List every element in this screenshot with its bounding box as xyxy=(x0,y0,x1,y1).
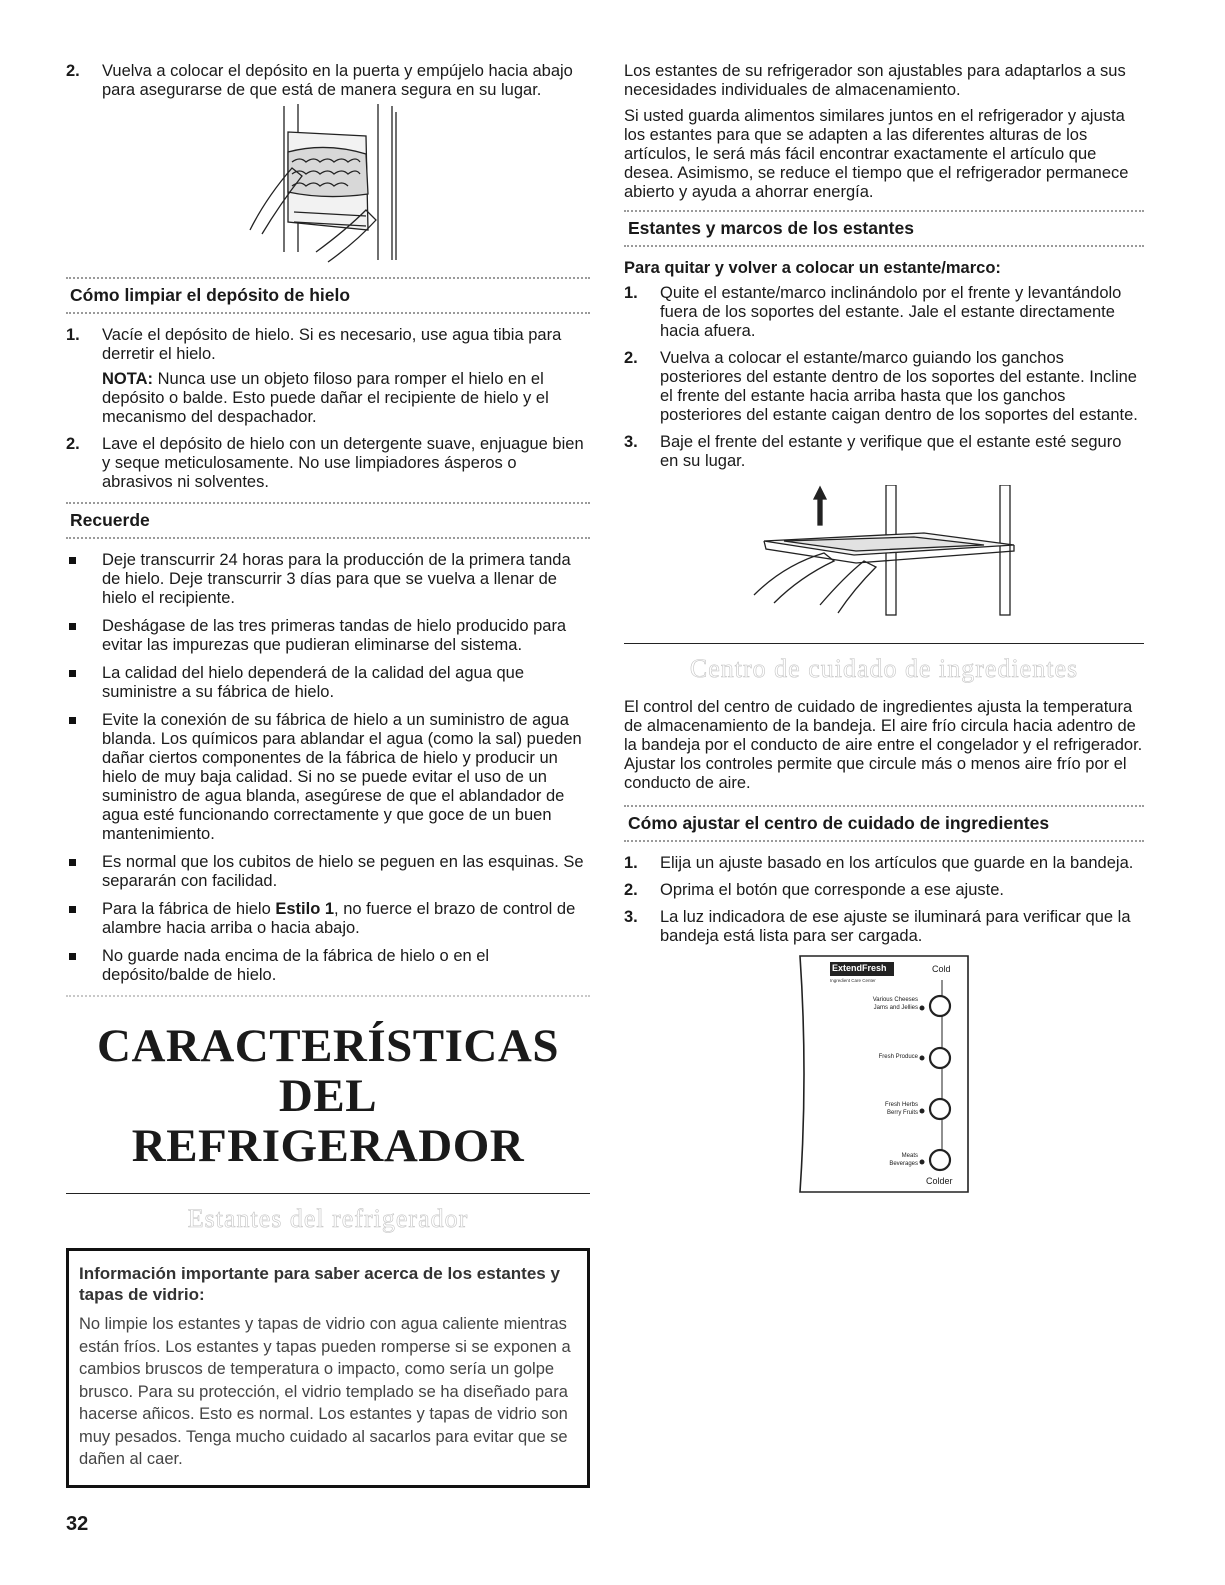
bullet-item: Deshágase de las tres primeras tandas de hielo producido para evitar las impurezas que pudieran eliminarse del sistema. xyxy=(66,617,590,655)
clean-step-2 xyxy=(66,435,590,492)
section-heading: Recuerde xyxy=(70,510,150,530)
panel-brand: ExtendFresh xyxy=(832,963,887,973)
option-label: Fresh Produce xyxy=(878,1054,918,1060)
shelf-step-3: 3. Baje el frente del estante y verifique que el estante esté seguro en su lugar. xyxy=(624,433,1122,470)
warning-heading: Información importante para saber acerca de los estantes y tapas de vidrio: xyxy=(79,1264,560,1304)
bullet-item: Para la fábrica de hielo Estilo 1, no fuerce el brazo de control de alambre hacia arriba o hacia abajo. xyxy=(66,900,590,938)
section-title: Estantes del refrigerador xyxy=(187,1204,469,1233)
option-label: Various Cheeses Jams and Jellies xyxy=(872,997,918,1011)
section-heading: Estantes y marcos de los estantes xyxy=(628,218,914,238)
intro-paragraph: Si usted guarda alimentos similares juntos en el refrigerador y ajusta los estantes para que se adapten a las diferentes alturas de los artículos, le será más fácil encontrar exactamente el artículo que desea. Asimismo, se reduce el tiempo que el refrigerador permanece abierto y ayuda a ahorrar energía. xyxy=(624,107,1129,201)
step-number: 2. xyxy=(66,435,80,453)
section-heading: Cómo ajustar el centro de cuidado de ingredientes xyxy=(628,813,1050,833)
bullet-item: Deje transcurrir 24 horas para la producción de la primera tanda de hielo. Deje transcurrir 3 días para que se vuelva a llenar de hielo el recipiente. xyxy=(66,551,590,608)
bullet-item: La calidad del hielo dependerá de la calidad del agua que suministre a su fábrica de hielo. xyxy=(66,664,590,702)
adjust-step-1: 1. Elija un ajuste basado en los artículos que guarde en la bandeja. xyxy=(624,854,1134,872)
bullet-icon xyxy=(66,947,102,985)
left-column xyxy=(66,62,590,1488)
ice-bin-illustration xyxy=(66,102,590,267)
subheading: Para quitar y volver a colocar un estante/marco: xyxy=(624,259,1001,277)
shelf-step-1: 1. Quite el estante/marco inclinándolo por el frente y levantándolo fuera de los soportes del estante. Jale el estante directamente hacia afuera. xyxy=(624,284,1122,340)
divider xyxy=(624,643,1144,644)
note-text: Nunca use un objeto filoso para romper el hielo en el depósito o balde. Esto puede dañar el recipiente de hielo y el mecanismo del despachador. xyxy=(102,370,549,426)
step-text: Lave el depósito de hielo con un detergente suave, enjuague bien y seque meticulosamente. No use limpiadores ásperos o abrasivos ni solventes. xyxy=(102,435,584,491)
bullet-icon xyxy=(66,617,102,655)
warning-box xyxy=(66,1248,590,1488)
step-number: 2. xyxy=(66,62,80,80)
bullet-icon xyxy=(66,853,102,891)
option-label: Fresh Herbs Berry Fruits xyxy=(884,1102,918,1116)
remember-heading-bar xyxy=(66,502,590,539)
adjust-heading-bar xyxy=(624,805,1144,842)
clean-heading-bar xyxy=(66,277,590,314)
shelf-step-2: 2. Vuelva a colocar el estante/marco guiando los ganchos posteriores del estante dentro de los soportes del estante. Incline el frente del estante hacia arriba hasta que los ganchos posteriores del estante caigan dentro de los soportes del estante. xyxy=(624,349,1138,424)
note-label: NOTA: xyxy=(102,370,154,388)
ingredient-care-panel xyxy=(794,954,974,1194)
page-number: 32 xyxy=(66,1513,89,1535)
center-paragraph: El control del centro de cuidado de ingredientes ajusta la temperatura de almacenamiento de la bandeja. El aire frío circula hacia adentro de la bandeja por el conducto de aire entre el congelador y el refrigerador. Ajustar los controles permite que circule más o menos aire frío por el conducto de aire. xyxy=(624,698,1143,792)
shelves-heading-bar xyxy=(624,210,1144,247)
bullet-icon xyxy=(66,900,102,938)
intro-paragraph: Los estantes de su refrigerador son ajustables para adaptarlos a sus necesidades individuales de almacenamiento. xyxy=(624,62,1126,99)
bullet-item: Es normal que los cubitos de hielo se peguen en las esquinas. Se separarán con facilidad. xyxy=(66,853,590,891)
step-number: 1. xyxy=(66,326,80,344)
cold-label: Cold xyxy=(932,964,951,974)
adjust-step-2: 2. Oprima el botón que corresponde a ese ajuste. xyxy=(624,881,1004,899)
main-title: CARACTERÍSTICAS DEL REFRIGERADOR xyxy=(97,1020,559,1172)
panel-outline xyxy=(794,954,974,1194)
bullet-icon xyxy=(66,711,102,844)
bullet-icon xyxy=(66,551,102,608)
bullet-item: No guarde nada encima de la fábrica de hielo o en el depósito/balde de hielo. xyxy=(66,947,590,985)
shelf-illustration xyxy=(624,485,1144,625)
note xyxy=(102,370,590,427)
warning-text: No limpie los estantes y tapas de vidrio con agua caliente mientras están fríos. Los estantes y tapas pueden romperse si se exponen a cambios bruscos de temperatura o impacto, como sería un golpe brusco. Para su protección, el vidrio templado se ha diseñado para hacerse añicos. Esto es normal. Los estantes y tapas de vidrio son muy pesados. Tenga mucho cuidado al sacarlos para evitar que se dañen al caer. xyxy=(79,1315,571,1468)
clean-step-1 xyxy=(66,326,590,427)
step-2 xyxy=(66,62,590,100)
right-column xyxy=(624,62,1144,1194)
section-heading: Cómo limpiar el depósito de hielo xyxy=(70,285,351,305)
adjust-step-3: 3. La luz indicadora de ese ajuste se iluminará para verificar que la bandeja está lista para ser cargada. xyxy=(624,908,1131,945)
step-text: Vuelva a colocar el depósito en la puerta y empújelo hacia abajo para asegurarse de que está de manera segura en su lugar. xyxy=(102,62,573,99)
panel-subtitle: Ingredient Care Center xyxy=(830,978,876,983)
option-label: Meats Beverages xyxy=(889,1153,918,1167)
colder-label: Colder xyxy=(926,1176,953,1186)
section-title: Centro de cuidado de ingredientes xyxy=(689,654,1079,683)
divider xyxy=(66,995,590,997)
divider xyxy=(66,1193,590,1194)
bullet-icon xyxy=(66,664,102,702)
bullet-item: Evite la conexión de su fábrica de hielo a un suministro de agua blanda. Los químicos para ablandar el agua (como la sal) pueden dañar ciertos componentes de la fábrica de hielo y producir un hielo de muy baja calidad. Si no se puede evitar el uso de un suministro de agua blanda, asegúrese de que el ablandador de agua esté funcionando correctamente y que goce de un buen mantenimiento. xyxy=(66,711,590,844)
step-text: Vacíe el depósito de hielo. Si es necesario, use agua tibia para derretir el hielo. xyxy=(102,326,562,363)
